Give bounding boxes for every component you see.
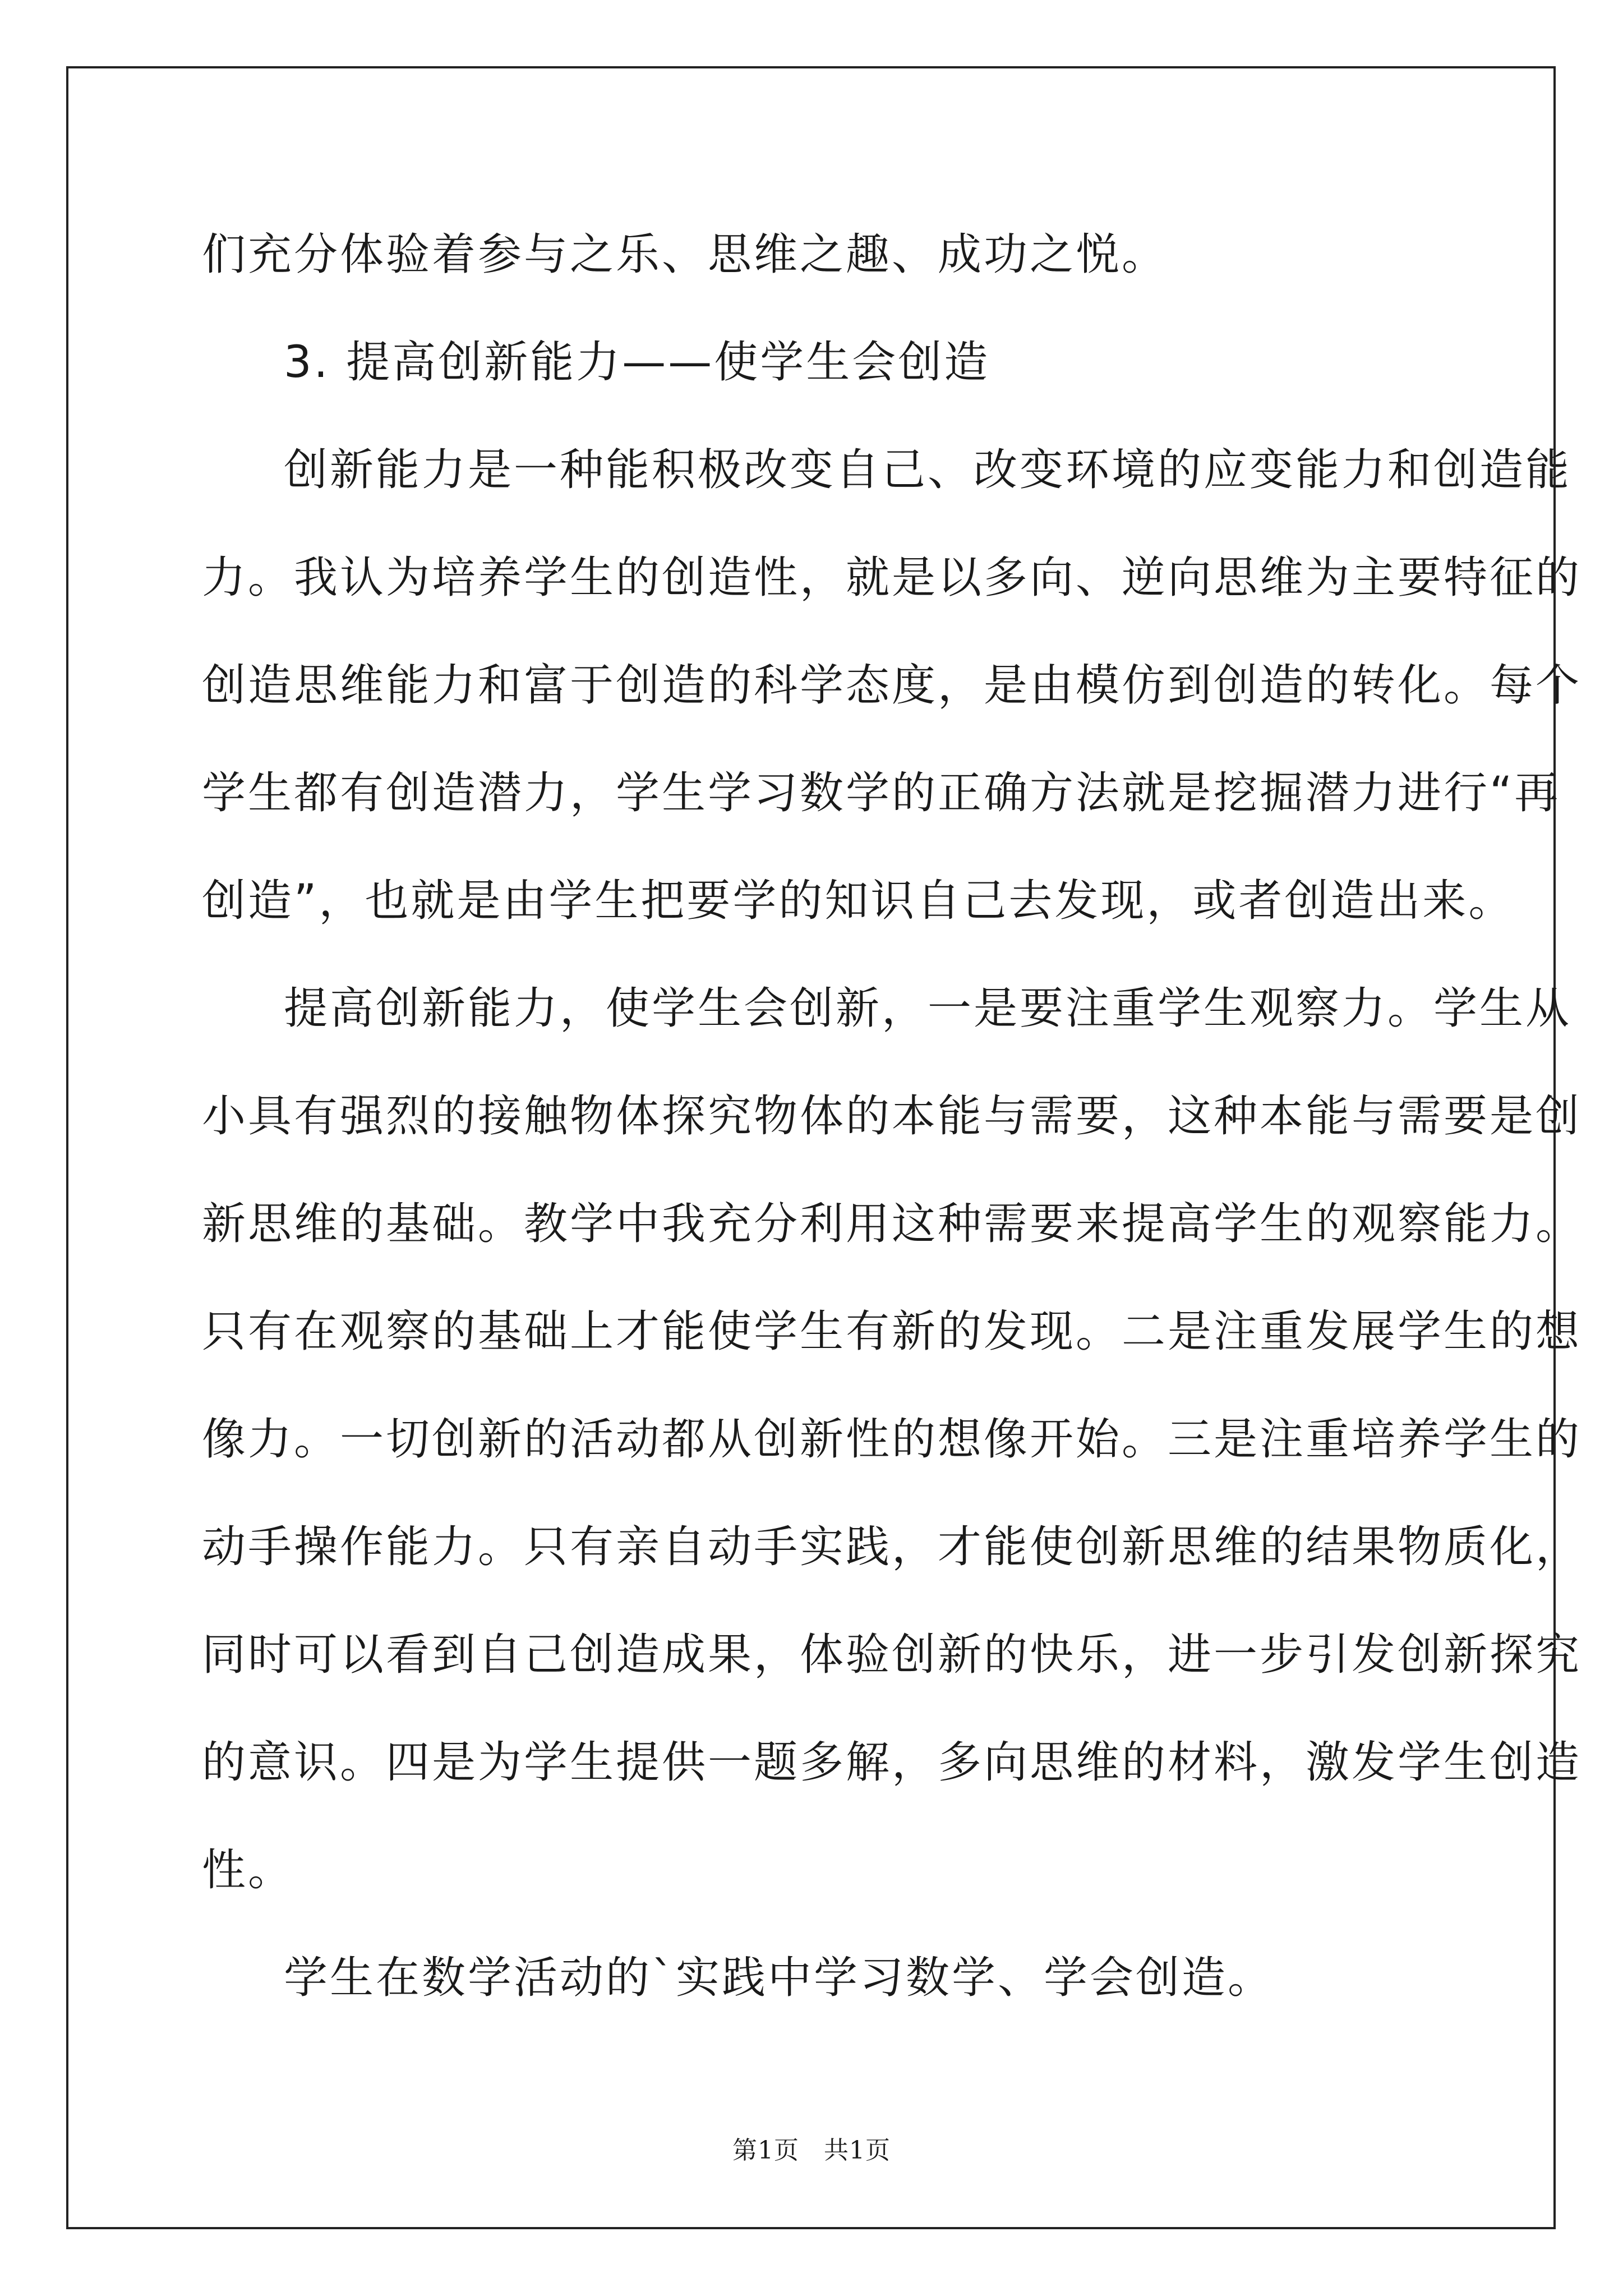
text-line-10: 新思维的基础。教学中我充分利用这种需要来提高学生的观察能力。	[202, 1199, 1582, 1249]
text-line-5: 创造思维能力和富于创造的科学态度，是由模仿到创造的转化。每个	[202, 660, 1582, 711]
text-line-7: 创造”，也就是由学生把要学的知识自己去发现，或者创造出来。	[202, 876, 1515, 926]
text-line-11: 只有在观察的基础上才能使学生有新的发现。二是注重发展学生的想	[202, 1306, 1582, 1357]
text-line-15: 的意识。四是为学生提供一题多解，多向思维的材料，激发学生创造	[202, 1737, 1582, 1788]
text-line-8: 提高创新能力，使学生会创新，一是要注重学生观察力。学生从	[284, 983, 1572, 1034]
section-heading: 3. 提高创新能力——使学生会创造	[284, 337, 990, 388]
page-number: 第1页	[732, 2136, 799, 2165]
text-line-1: 们充分体验着参与之乐、思维之趣、成功之悦。	[202, 229, 1168, 280]
document-body	[202, 201, 1582, 2032]
text-line-12: 像力。一切创新的活动都从创新性的想像开始。三是注重培养学生的	[202, 1414, 1582, 1465]
text-line-14: 同时可以看到自己创造成果，体验创新的快乐，进一步引发创新探究	[202, 1630, 1582, 1680]
text-line-3: 创新能力是一种能积极改变自己、改变环境的应变能力和创造能	[284, 445, 1572, 495]
text-line-9: 小具有强烈的接触物体探究物体的本能与需要，这种本能与需要是创	[202, 1091, 1582, 1142]
text-line-4: 力。我认为培养学生的创造性，就是以多向、逆向思维为主要特征的	[202, 553, 1582, 603]
page-total: 共1页	[824, 2136, 891, 2165]
text-line-6: 学生都有创造潜力，学生学习数学的正确方法就是挖掘潜力进行“再	[202, 768, 1561, 818]
text-line-13: 动手操作能力。只有亲自动手实践，才能使创新思维的结果物质化，	[202, 1522, 1582, 1572]
page-footer	[0, 2135, 1623, 2166]
text-line-16: 性。	[202, 1845, 294, 1895]
text-line-17: 学生在数学活动的`实践中学习数学、学会创造。	[284, 1953, 1274, 2003]
